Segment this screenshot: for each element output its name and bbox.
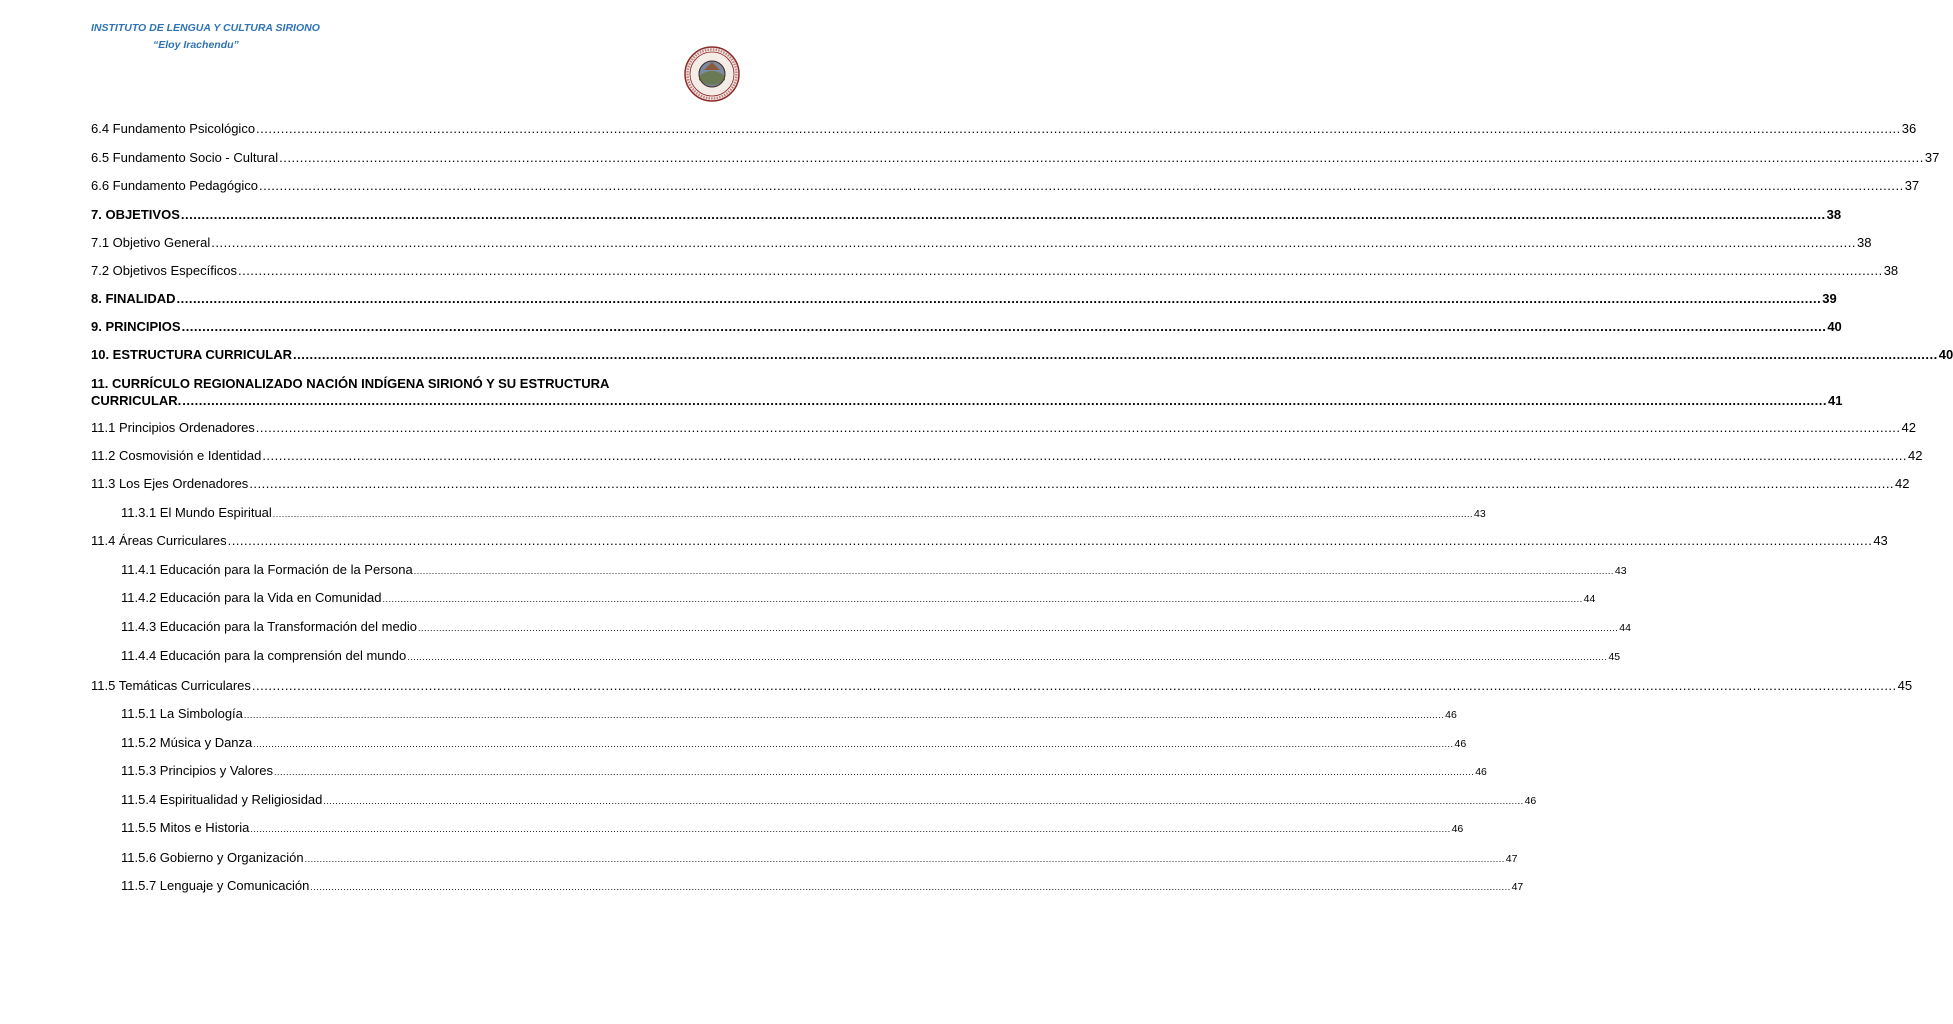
toc-entry-label: 11.5 Temáticas Curriculares (91, 678, 251, 693)
toc-entry-page: 36 (1901, 121, 1917, 136)
toc-entry[interactable] (91, 476, 1910, 492)
dot-leader: ................................................................................................................................................................................................................................................................................................................................................................................................................ (243, 710, 1445, 720)
toc-entry-label: 11.4.2 Educación para la Vida en Comunidad (121, 590, 382, 605)
dot-leader: ................................................................................................................................................................................................................................................................................................................................................................................................................ (413, 566, 1614, 576)
toc-entry-label: 11.5.7 Lenguaje y Comunicación (121, 878, 310, 893)
toc-entry-label: 6.4 Fundamento Psicológico (91, 121, 256, 136)
dot-leader: ................................................................................................................................................................................................................................................................................................................................................................................................................ (262, 448, 1908, 463)
toc-entry-page: 46 (1445, 709, 1457, 721)
dot-leader: ................................................................................................................................................................................................................................................................................................................................................................................................................ (255, 420, 1901, 435)
toc-entry[interactable] (91, 207, 1842, 223)
dot-leader: ................................................................................................................................................................................................................................................................................................................................................................................................................ (272, 509, 1473, 519)
toc-entry[interactable] (91, 235, 1872, 251)
toc-entry-label: 11.2 Cosmovisión e Identidad (91, 448, 262, 463)
toc-entry-page: 46 (1451, 823, 1464, 835)
toc-entry-page: 41 (1828, 393, 1843, 408)
toc-entry[interactable] (91, 375, 1843, 409)
dot-leader: ................................................................................................................................................................................................................................................................................................................................................................................................................ (407, 652, 1608, 662)
dot-leader: ................................................................................................................................................................................................................................................................................................................................................................................................................ (279, 150, 1924, 165)
toc-entry-label: 7.1 Objetivo General (91, 235, 211, 250)
toc-entry-label: 11.4.1 Educación para la Formación de la Persona (121, 562, 413, 577)
dot-leader: ................................................................................................................................................................................................................................................................................................................................................................................................................ (249, 476, 1895, 491)
toc-entry-label: 11.5.6 Gobierno y Organización (121, 850, 304, 865)
toc-entry[interactable] (91, 263, 1899, 279)
toc-entry-page: 40 (1827, 319, 1842, 334)
institute-seal-icon (684, 46, 740, 102)
toc-entry[interactable] (121, 850, 1518, 867)
toc-entry-label: 11.4.4 Educación para la comprensión del mundo (121, 648, 407, 663)
dot-leader: ................................................................................................................................................................................................................................................................................................................................................................................................................ (323, 796, 1524, 806)
toc-entry-page: 43 (1873, 533, 1888, 548)
toc-entry-label: 7.2 Objetivos Específicos (91, 263, 237, 278)
dot-leader: ................................................................................................................................................................................................................................................................................................................................................................................................................ (227, 533, 1873, 548)
toc-entry-page: 46 (1454, 738, 1467, 750)
dot-leader: ................................................................................................................................................................................................................................................................................................................................................................................................................ (293, 347, 1938, 362)
dot-leader: ................................................................................................................................................................................................................................................................................................................................................................................................................ (182, 393, 1828, 408)
toc-entry[interactable] (121, 792, 1537, 809)
toc-entry-label: 11.5.4 Espiritualidad y Religiosidad (121, 792, 323, 807)
toc-entry[interactable] (121, 562, 1627, 579)
toc-entry[interactable] (121, 878, 1524, 895)
toc-entry-label-line2: CURRICULAR. (91, 393, 182, 408)
toc-entry[interactable] (121, 706, 1457, 723)
toc-entry[interactable] (91, 150, 1940, 166)
toc-entry-page: 38 (1856, 235, 1872, 250)
dot-leader: ................................................................................................................................................................................................................................................................................................................................................................................................................ (253, 739, 1454, 749)
dot-leader: ................................................................................................................................................................................................................................................................................................................................................................................................................ (251, 678, 1897, 693)
toc-entry-label: 11.3.1 El Mundo Espiritual (121, 505, 272, 520)
toc-entry-page: 44 (1583, 593, 1596, 605)
toc-entry-page: 37 (1924, 150, 1940, 165)
toc-entry[interactable] (91, 533, 1888, 549)
toc-entry-label-line1: 11. CURRÍCULO REGIONALIZADO NACIÓN INDÍGENA SIRIONÓ Y SU ESTRUCTURA (91, 376, 610, 391)
toc-entry-page: 42 (1901, 420, 1916, 435)
toc-entry[interactable] (91, 178, 1920, 194)
dot-leader: ................................................................................................................................................................................................................................................................................................................................................................................................................ (310, 882, 1511, 892)
toc-entry[interactable] (121, 590, 1596, 607)
toc-entry-label: 11.5.1 La Simbología (121, 706, 243, 721)
dot-leader: ................................................................................................................................................................................................................................................................................................................................................................................................................ (250, 824, 1451, 834)
toc-entry-page: 37 (1904, 178, 1920, 193)
toc-entry-label: 11.4 Áreas Curriculares (91, 533, 227, 548)
dot-leader: ................................................................................................................................................................................................................................................................................................................................................................................................................ (256, 121, 1901, 136)
toc-entry-label: 11.5.2 Música y Danza (121, 735, 253, 750)
dot-leader: ................................................................................................................................................................................................................................................................................................................................................................................................................ (304, 854, 1505, 864)
dot-leader: ................................................................................................................................................................................................................................................................................................................................................................................................................ (237, 263, 1883, 278)
dot-leader: ................................................................................................................................................................................................................................................................................................................................................................................................................ (211, 235, 1856, 250)
toc-entry-label: 10. ESTRUCTURA CURRICULAR (91, 347, 293, 362)
institute-name: INSTITUTO DE LENGUA Y CULTURA SIRIONO (91, 22, 320, 34)
toc-entry-page: 45 (1897, 678, 1913, 693)
dot-leader: ................................................................................................................................................................................................................................................................................................................................................................................................................ (180, 207, 1826, 222)
toc-entry[interactable] (91, 347, 1953, 363)
toc-entry-label: 11.3 Los Ejes Ordenadores (91, 476, 249, 491)
toc-entry[interactable] (91, 319, 1842, 335)
toc-entry-page: 42 (1908, 448, 1923, 463)
dot-leader: ................................................................................................................................................................................................................................................................................................................................................................................................................ (418, 623, 1619, 633)
toc-entry-label: 8. FINALIDAD (91, 291, 176, 306)
toc-entry[interactable] (91, 678, 1913, 694)
toc-entry-label: 9. PRINCIPIOS (91, 319, 181, 334)
toc-entry-label: 6.6 Fundamento Pedagógico (91, 178, 258, 193)
toc-entry[interactable] (91, 420, 1916, 436)
dot-leader: ................................................................................................................................................................................................................................................................................................................................................................................................................ (181, 319, 1827, 334)
toc-entry-label: 6.5 Fundamento Socio - Cultural (91, 150, 279, 165)
toc-entry[interactable] (121, 648, 1621, 665)
toc-entry-page: 38 (1883, 263, 1899, 278)
toc-entry[interactable] (121, 505, 1486, 522)
toc-entry-label: 11.5.5 Mitos e Historia (121, 820, 250, 835)
toc-entry-page: 42 (1895, 476, 1910, 491)
toc-entry-page: 44 (1619, 622, 1631, 634)
toc-entry-label: 11.5.3 Principios y Valores (121, 763, 273, 778)
toc-entry-page: 46 (1524, 795, 1537, 807)
toc-entry-page: 40 (1938, 347, 1953, 362)
toc-entry-page: 47 (1511, 881, 1524, 893)
toc-entry-page: 45 (1608, 651, 1621, 663)
dot-leader: ................................................................................................................................................................................................................................................................................................................................................................................................................ (176, 291, 1822, 306)
toc-entry[interactable] (91, 121, 1917, 137)
toc-entry-label: 7. OBJETIVOS (91, 207, 180, 222)
toc-entry-label: 11.4.3 Educación para la Transformación del medio (121, 619, 418, 634)
dot-leader: ................................................................................................................................................................................................................................................................................................................................................................................................................ (258, 178, 1904, 193)
toc-entry[interactable] (121, 735, 1467, 752)
toc-entry-page: 43 (1614, 565, 1627, 577)
toc-entry-page: 43 (1474, 508, 1486, 520)
toc-entry-page: 39 (1822, 291, 1837, 306)
institute-subtitle: “Eloy Irachendu” (153, 39, 239, 51)
dot-leader: ................................................................................................................................................................................................................................................................................................................................................................................................................ (382, 594, 1583, 604)
toc-entry[interactable] (121, 619, 1631, 636)
toc-entry[interactable] (91, 291, 1837, 307)
toc-entry[interactable] (121, 763, 1487, 780)
toc-entry[interactable] (91, 448, 1923, 464)
toc-entry-page: 47 (1505, 853, 1518, 865)
toc-entry-label: 11.1 Principios Ordenadores (91, 420, 255, 435)
dot-leader: ................................................................................................................................................................................................................................................................................................................................................................................................................ (273, 767, 1475, 777)
toc-entry[interactable] (121, 820, 1464, 837)
toc-entry-page: 46 (1475, 766, 1487, 778)
toc-entry-page: 38 (1826, 207, 1842, 222)
